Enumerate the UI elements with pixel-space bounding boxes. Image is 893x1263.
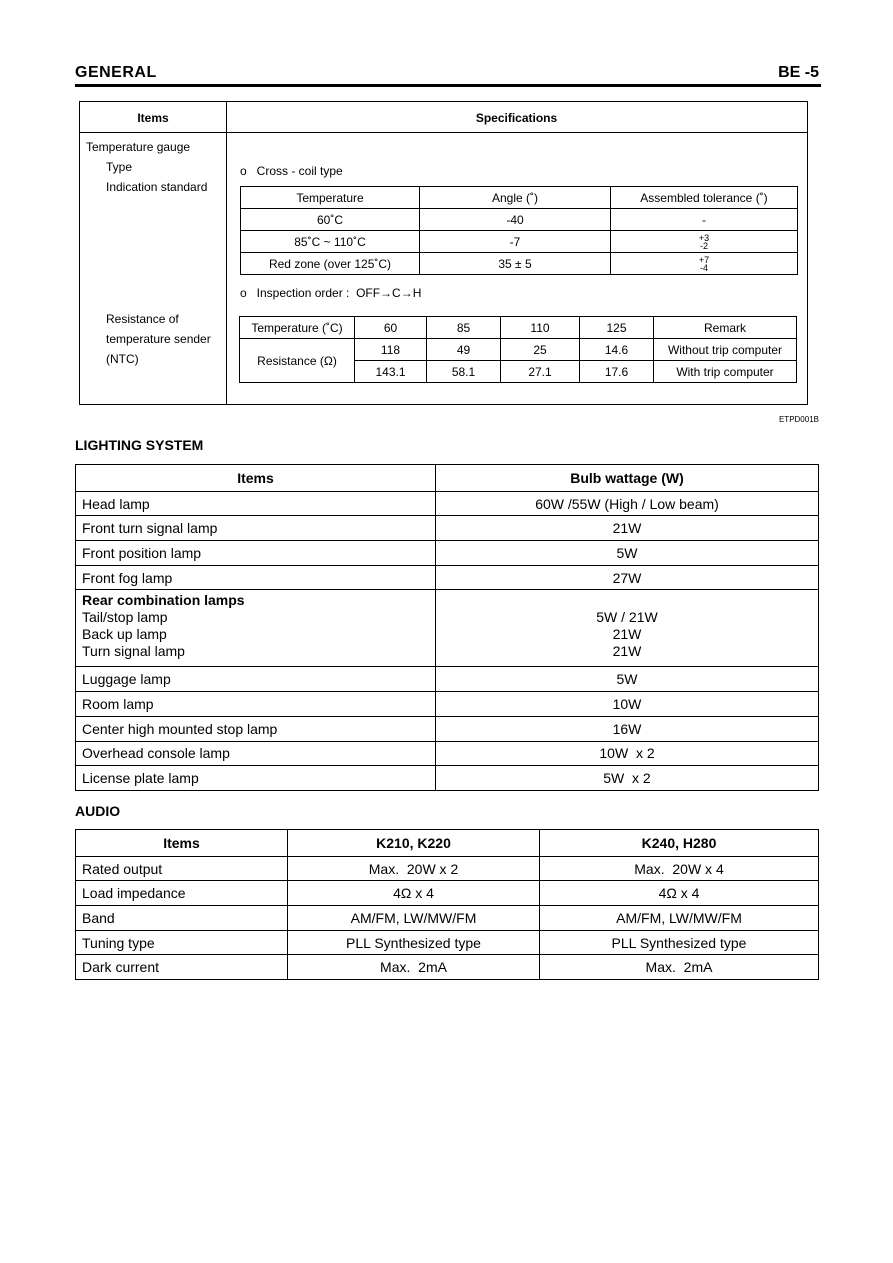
table-row [76,716,819,741]
table-row [76,830,819,857]
rear-item: Turn signal lamp [82,643,185,660]
table-row [241,231,798,253]
table-cell: Load impedance [76,881,288,906]
table-row [241,187,798,209]
table-row [76,766,819,791]
table-cell: 85˚C ~ 110˚C [241,231,420,253]
specs-header: Specifications [475,111,558,125]
tol-plus: +3 [698,232,710,243]
table-row [76,881,819,906]
table-cell: Front fog lamp [76,565,436,590]
sender-label: Resistance of [106,312,179,326]
table-cell: 85 [427,317,501,339]
table-cell: Temperature (˚C) [240,317,355,339]
table-cell: 5W [436,667,819,692]
rear-item: Back up lamp [82,626,167,643]
type-label: Type [106,160,133,174]
header-rule [75,84,821,87]
table-row [76,516,819,541]
table-cell: -40 [420,209,611,231]
table-cell: 143.1 [355,361,427,383]
table-cell: 60W /55W (High / Low beam) [436,491,819,516]
items-header: Items [137,111,169,125]
table-cell: PLL Synthesized type [288,930,540,955]
table-cell: Front position lamp [76,541,436,566]
table-cell: Max. 20W x 4 [540,856,819,881]
page-number: BE -5 [778,64,819,81]
table-cell: 10W x 2 [436,741,819,766]
table-cell: PLL Synthesized type [540,930,819,955]
table-cell: 4Ω x 4 [288,881,540,906]
table-header: Bulb wattage (W) [436,465,819,492]
table-cell: -7 [420,231,611,253]
table-cell: 16W [436,716,819,741]
rear-value: 21W [612,626,642,643]
angle-table [240,186,798,275]
table-cell: Remark [654,317,797,339]
tolerance-stack [699,256,709,272]
table-cell: 5W x 2 [436,766,819,791]
table-cell: 49 [427,339,501,361]
column-divider [226,102,227,404]
table-row [76,955,819,980]
type-value: o Cross - coil type [240,164,343,178]
sender-label: temperature sender [106,332,211,346]
table-row [240,339,797,361]
table-cell: 25 [501,339,580,361]
rear-value: 5W / 21W [596,609,658,626]
table-cell: Max. 2mA [540,955,819,980]
table-cell: 10W [436,692,819,717]
table-cell: 4Ω x 4 [540,881,819,906]
table-row [76,930,819,955]
inspection-order: o Inspection order : OFF→C→H [240,286,422,300]
table-row [76,856,819,881]
table-row [76,590,819,667]
table-cell: Red zone (over 125˚C) [241,253,420,275]
rear-value: 21W [612,643,642,660]
table-header: Items [76,830,288,857]
table-cell: Overhead console lamp [76,741,436,766]
table-row [240,317,797,339]
indication-label: Indication standard [106,180,208,194]
table-cell: Head lamp [76,491,436,516]
sender-label: (NTC) [106,352,139,366]
table-row [76,491,819,516]
table-row [241,253,798,275]
table-cell: AM/FM, LW/MW/FM [540,906,819,931]
table-row [76,906,819,931]
table-cell: Room lamp [76,692,436,717]
table-row [76,465,819,492]
table-cell: - [611,209,798,231]
table-cell: 14.6 [580,339,654,361]
lighting-title: LIGHTING SYSTEM [75,437,204,453]
header-divider [80,132,807,133]
table-cell [436,590,819,667]
tolerance-stack [699,234,709,250]
table-cell: 118 [355,339,427,361]
table-row [241,209,798,231]
table-row [76,667,819,692]
resistance-table [239,316,797,383]
table-cell: Max. 2mA [288,955,540,980]
table-cell: 35 ± 5 [420,253,611,275]
rear-title: Rear combination lamps [82,592,245,609]
audio-table [75,829,819,980]
table-cell [611,253,798,275]
table-cell: Band [76,906,288,931]
table-cell: AM/FM, LW/MW/FM [288,906,540,931]
tol-minus: -4 [699,262,708,273]
gauge-title: Temperature gauge [86,140,191,154]
table-cell: 21W [436,516,819,541]
table-cell: 27.1 [501,361,580,383]
tol-plus: +7 [698,254,710,265]
table-cell: Center high mounted stop lamp [76,716,436,741]
table-header: Items [76,465,436,492]
table-row [76,692,819,717]
lighting-table [75,464,819,791]
table-cell: Temperature [241,187,420,209]
audio-title: AUDIO [75,803,121,819]
section-title: GENERAL [75,64,157,81]
table-cell: Tuning type [76,930,288,955]
table-row [76,565,819,590]
table-row [76,741,819,766]
tol-minus: -2 [699,240,708,251]
table-row [76,541,819,566]
table-cell [611,231,798,253]
table-cell: Angle (˚) [420,187,611,209]
figure-reference: ETPD001B [778,415,819,424]
table-cell [76,590,436,667]
table-cell: 5W [436,541,819,566]
table-header: K210, K220 [288,830,540,857]
table-cell: 60 [355,317,427,339]
table-cell: 125 [580,317,654,339]
table-cell: 110 [501,317,580,339]
table-cell: Max. 20W x 2 [288,856,540,881]
table-cell: Resistance (Ω) [240,339,355,383]
rear-item: Tail/stop lamp [82,609,168,626]
table-cell: Front turn signal lamp [76,516,436,541]
general-spec-box [79,101,808,405]
table-cell: 58.1 [427,361,501,383]
table-cell: 27W [436,565,819,590]
table-cell: Without trip computer [654,339,797,361]
table-cell: Assembled tolerance (˚) [611,187,798,209]
table-cell: With trip computer [654,361,797,383]
table-cell: Rated output [76,856,288,881]
table-header: K240, H280 [540,830,819,857]
table-cell: 60˚C [241,209,420,231]
table-cell: License plate lamp [76,766,436,791]
table-cell: Dark current [76,955,288,980]
table-cell: 17.6 [580,361,654,383]
table-cell: Luggage lamp [76,667,436,692]
